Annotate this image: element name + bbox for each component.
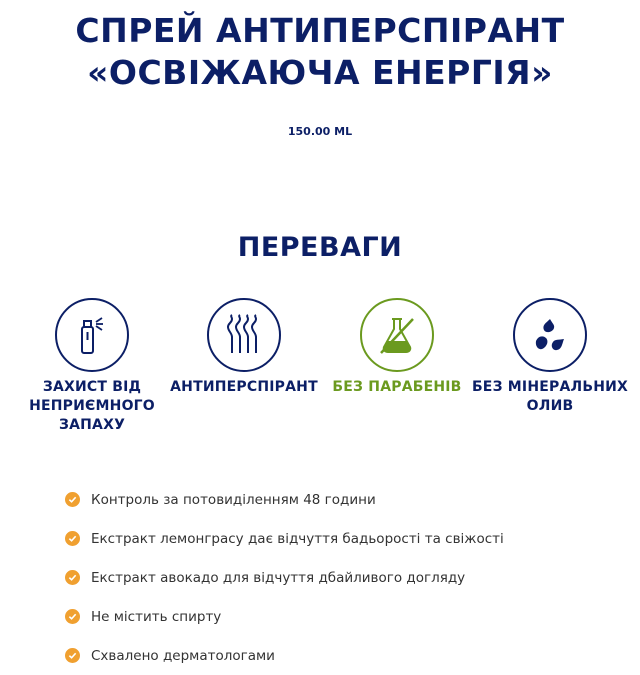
- list-item: [65, 597, 504, 636]
- no-parabens-flask-icon: [360, 298, 434, 372]
- benefit-no-mineral-oils: [470, 298, 630, 416]
- feature-text: Не містить спирту: [91, 608, 222, 625]
- feature-text: Контроль за потовиділенням 48 години: [91, 491, 376, 508]
- list-item: [65, 519, 504, 558]
- benefit-antiperspirant: [164, 298, 324, 397]
- feature-text: Схвалено дерматологами: [91, 647, 275, 664]
- check-icon: [65, 648, 80, 663]
- benefit-label: АНТИПЕРСПІРАНТ: [170, 379, 318, 395]
- benefit-no-parabens: [317, 298, 477, 397]
- check-icon: [65, 609, 80, 624]
- benefit-label: БЕЗ ПАРАБЕНІВ: [332, 379, 462, 395]
- feature-list: [65, 480, 504, 675]
- check-icon: [65, 570, 80, 585]
- check-icon: [65, 492, 80, 507]
- product-volume: 150.00 ML: [287, 125, 353, 138]
- page-title: [0, 10, 640, 94]
- benefit-label: ЗАХИСТ ВІД НЕПРИЄМНОГО ЗАПАХУ: [29, 379, 155, 433]
- spray-icon: [55, 298, 129, 372]
- benefit-label: БЕЗ МІНЕРАЛЬНИХ ОЛИВ: [471, 379, 629, 414]
- title-line-2: «ОСВІЖАЮЧА ЕНЕРГІЯ»: [87, 53, 553, 92]
- title-line-1: СПРЕЙ АНТИПЕРСПІРАНТ: [75, 11, 565, 50]
- list-item: [65, 558, 504, 597]
- feature-text: Екстракт лемонграсу дає відчуття бадьорості та свіжості: [91, 530, 504, 547]
- heat-waves-icon: [207, 298, 281, 372]
- feature-text: Екстракт авокадо для відчуття дбайливого догляду: [91, 569, 466, 586]
- benefits-heading: ПЕРЕВАГИ: [237, 232, 403, 263]
- benefit-odor-protection: [12, 298, 172, 435]
- list-item: [65, 636, 504, 675]
- check-icon: [65, 531, 80, 546]
- list-item: [65, 480, 504, 519]
- drops-icon: [513, 298, 587, 372]
